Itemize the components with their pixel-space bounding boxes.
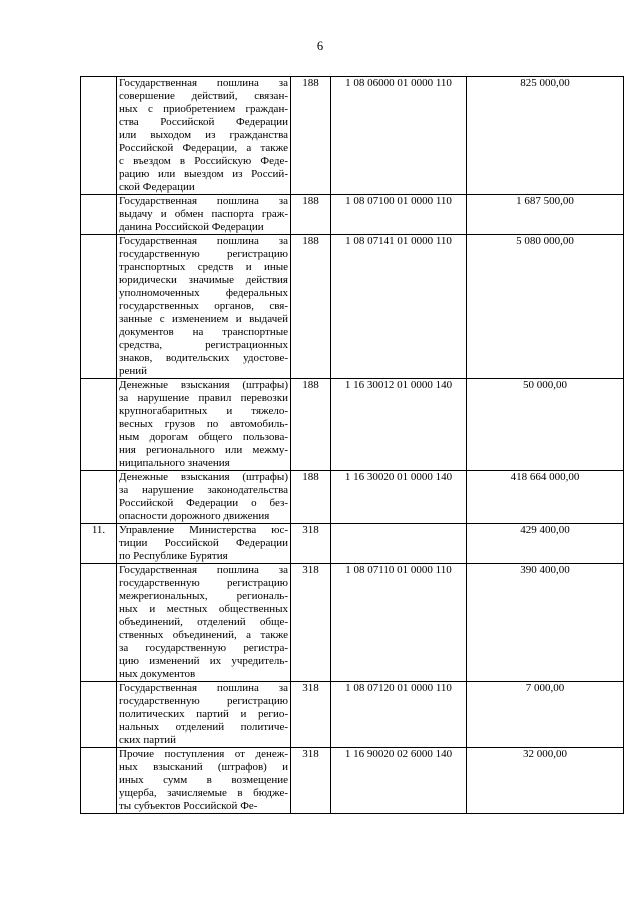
- row-name-cell: [117, 524, 291, 564]
- name-line: государственных органов, свя-: [119, 300, 288, 312]
- admin-code-cell: 188: [291, 471, 331, 524]
- name-line: Государственная пошлина за: [119, 195, 288, 207]
- revenue-code-cell: 1 16 30020 01 0000 140: [331, 471, 467, 524]
- name-line: рений: [119, 365, 148, 377]
- table-row: [81, 471, 624, 524]
- admin-code-cell: 318: [291, 564, 331, 682]
- name-line: совершение действий, связан-: [119, 90, 288, 102]
- row-name-cell: [117, 748, 291, 814]
- admin-code-cell: 188: [291, 195, 331, 235]
- name-line: межрегиональных, региональ-: [119, 590, 288, 602]
- name-line: транспортных средств и иные: [119, 261, 288, 273]
- table-row: [81, 524, 624, 564]
- revenue-code-cell: 1 16 90020 02 6000 140: [331, 748, 467, 814]
- row-number-cell: [81, 379, 117, 471]
- name-line: весных грузов по автомобиль-: [119, 418, 288, 430]
- name-line: государственную регистрацию: [119, 248, 288, 260]
- name-line: знаков, водительских удостове-: [119, 352, 288, 364]
- admin-code-cell: 318: [291, 524, 331, 564]
- admin-code-cell: 188: [291, 379, 331, 471]
- name-line: Государственная пошлина за: [119, 77, 288, 89]
- name-line: данина Российской Федерации: [119, 221, 264, 233]
- amount-cell: 429 400,00: [467, 524, 624, 564]
- name-line: ских партий: [119, 734, 177, 746]
- revenue-code-cell: 1 08 07120 01 0000 110: [331, 682, 467, 748]
- name-line: за государственную регистра-: [119, 642, 288, 654]
- revenue-table: [80, 76, 624, 814]
- name-line: с въездом в Российскую Феде-: [119, 155, 288, 167]
- revenue-code-cell: 1 16 30012 01 0000 140: [331, 379, 467, 471]
- name-line: цию изменений их учредитель-: [119, 655, 288, 667]
- name-line: занные с изменением и выдачей: [119, 313, 288, 325]
- amount-cell: 825 000,00: [467, 77, 624, 195]
- row-number-cell: [81, 235, 117, 379]
- name-line: Российской Федерации о без-: [119, 497, 288, 509]
- row-name-cell: [117, 235, 291, 379]
- name-line: ства Российской Федерации: [119, 116, 288, 128]
- table-row: [81, 379, 624, 471]
- name-line: государственную регистрацию: [119, 695, 288, 707]
- name-line: ния регионального или межму-: [119, 444, 288, 456]
- name-line: Государственная пошлина за: [119, 564, 288, 576]
- name-line: ты субъектов Российской Фе-: [119, 800, 258, 812]
- name-line: ных и местных общественных: [119, 603, 288, 615]
- row-number-cell: 11.: [81, 524, 117, 564]
- row-number-cell: [81, 682, 117, 748]
- row-name-cell: [117, 379, 291, 471]
- admin-code-cell: 318: [291, 748, 331, 814]
- table-row: [81, 682, 624, 748]
- table-row: [81, 77, 624, 195]
- row-name-cell: [117, 564, 291, 682]
- revenue-code-cell: 1 08 07141 01 0000 110: [331, 235, 467, 379]
- table-row: [81, 748, 624, 814]
- name-line: Денежные взыскания (штрафы): [119, 379, 288, 391]
- amount-cell: 418 664 000,00: [467, 471, 624, 524]
- revenue-code-cell: [331, 524, 467, 564]
- row-name-cell: [117, 77, 291, 195]
- name-line: ным дорогам общего пользова-: [119, 431, 288, 443]
- name-line: государственную регистрацию: [119, 577, 288, 589]
- name-line: крупногабаритных и тяжело-: [119, 405, 288, 417]
- name-line: ных с приобретением граждан-: [119, 103, 288, 115]
- admin-code-cell: 188: [291, 235, 331, 379]
- name-line: за нарушение правил перевозки: [119, 392, 288, 404]
- name-line: опасности дорожного движения: [119, 510, 270, 522]
- row-name-cell: [117, 471, 291, 524]
- name-line: уполномоченных федеральных: [119, 287, 288, 299]
- name-line: средства, регистрационных: [119, 339, 288, 351]
- page-number: 6: [316, 39, 324, 53]
- name-line: Российской Федерации, а также: [119, 142, 288, 154]
- name-line: Денежные взыскания (штрафы): [119, 471, 288, 483]
- amount-cell: 7 000,00: [467, 682, 624, 748]
- amount-cell: 32 000,00: [467, 748, 624, 814]
- admin-code-cell: 318: [291, 682, 331, 748]
- amount-cell: 5 080 000,00: [467, 235, 624, 379]
- row-number-cell: [81, 748, 117, 814]
- name-line: ниципального значения: [119, 457, 230, 469]
- name-line: выдачу и обмен паспорта граж-: [119, 208, 288, 220]
- name-line: объединений, отделений обще-: [119, 616, 288, 628]
- revenue-code-cell: 1 08 07100 01 0000 110: [331, 195, 467, 235]
- name-line: Государственная пошлина за: [119, 235, 288, 247]
- table-body: [81, 77, 624, 814]
- amount-cell: 50 000,00: [467, 379, 624, 471]
- name-line: иных сумм в возмещение: [119, 774, 288, 786]
- name-line: по Республике Бурятия: [119, 550, 228, 562]
- name-line: нальных отделений политиче-: [119, 721, 288, 733]
- row-name-cell: [117, 195, 291, 235]
- row-number-cell: [81, 77, 117, 195]
- name-line: политических партий и регио-: [119, 708, 288, 720]
- amount-cell: 1 687 500,00: [467, 195, 624, 235]
- revenue-code-cell: 1 08 06000 01 0000 110: [331, 77, 467, 195]
- name-line: Прочие поступления от денеж-: [119, 748, 288, 760]
- row-name-cell: [117, 682, 291, 748]
- amount-cell: 390 400,00: [467, 564, 624, 682]
- name-line: Управление Министерства юс-: [119, 524, 288, 536]
- name-line: ственных объединений, а также: [119, 629, 288, 641]
- row-number-cell: [81, 195, 117, 235]
- admin-code-cell: 188: [291, 77, 331, 195]
- table-row: [81, 195, 624, 235]
- name-line: ущерба, зачисляемые в бюдже-: [119, 787, 288, 799]
- revenue-code-cell: 1 08 07110 01 0000 110: [331, 564, 467, 682]
- name-line: документов на транспортные: [119, 326, 288, 338]
- name-line: рацию или выездом из Россий-: [119, 168, 288, 180]
- row-number-cell: [81, 471, 117, 524]
- name-line: или выходом из гражданства: [119, 129, 288, 141]
- name-line: ных взысканий (штрафов) и: [119, 761, 288, 773]
- name-line: ных документов: [119, 668, 196, 680]
- row-number-cell: [81, 564, 117, 682]
- name-line: тиции Российской Федерации: [119, 537, 288, 549]
- name-line: ской Федерации: [119, 181, 195, 193]
- table-row: [81, 564, 624, 682]
- name-line: Государственная пошлина за: [119, 682, 288, 694]
- name-line: юридически значимые действия: [119, 274, 288, 286]
- table-row: [81, 235, 624, 379]
- name-line: за нарушение законодательства: [119, 484, 288, 496]
